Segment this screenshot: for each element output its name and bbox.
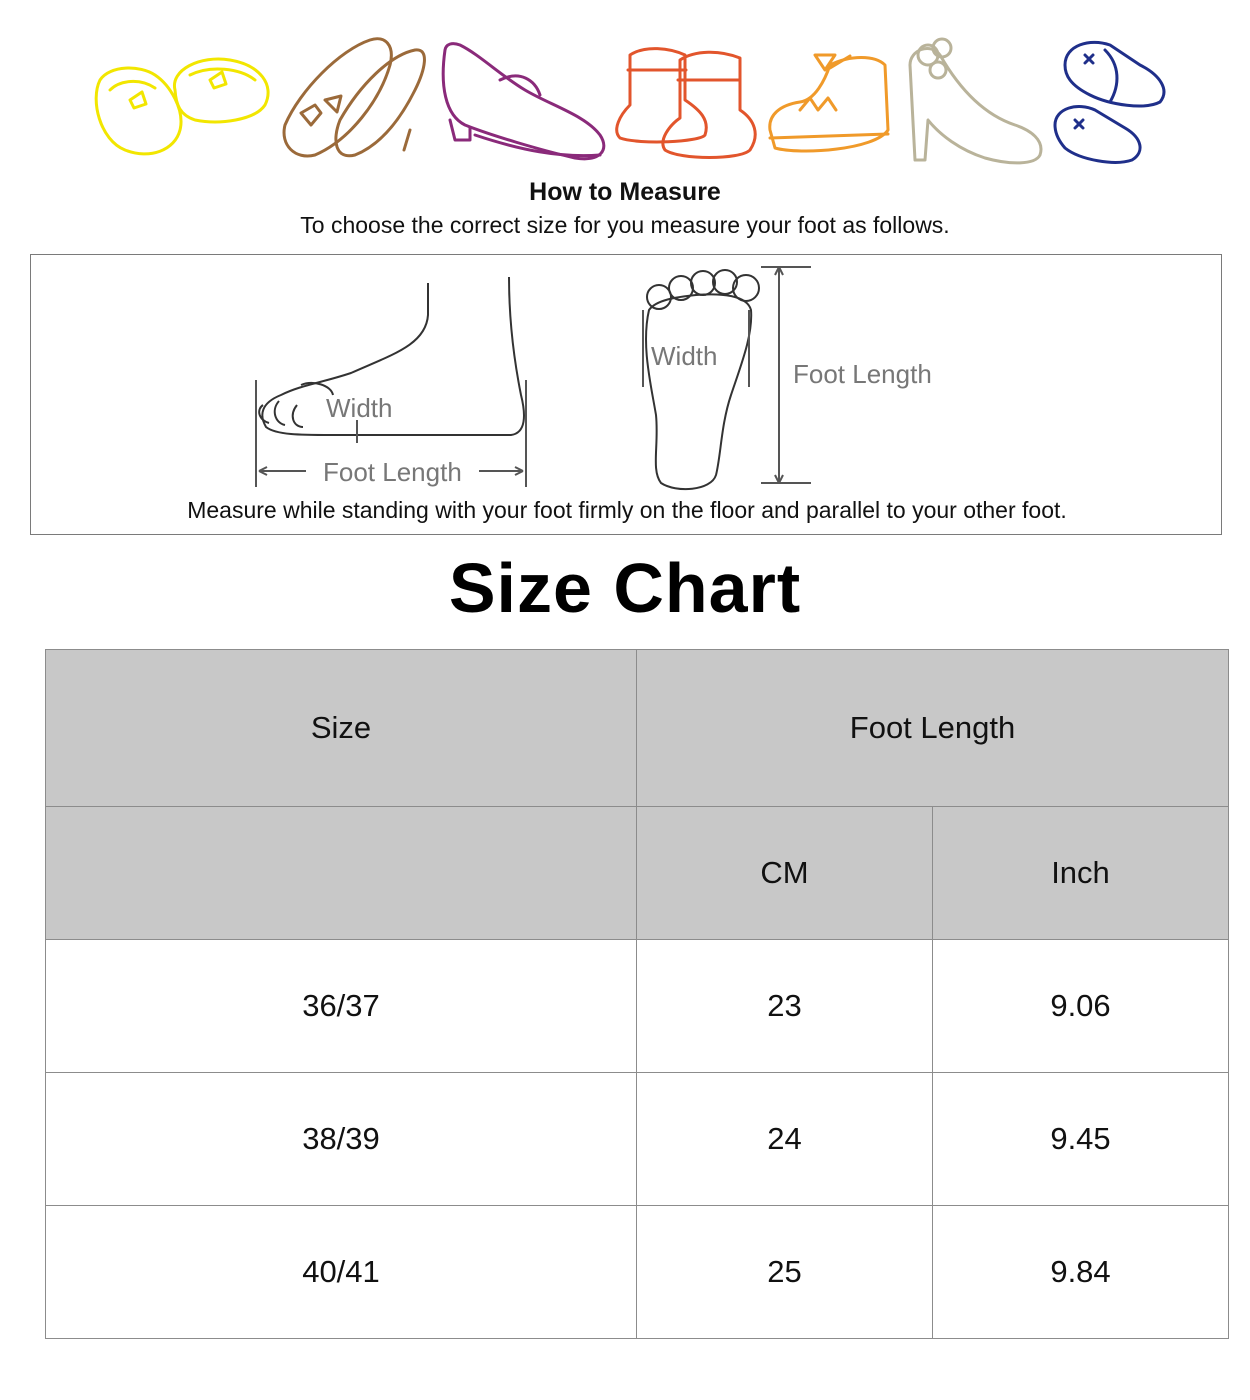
header-size: Size [46,650,637,807]
table-row [46,1073,1229,1206]
boots-icon [617,49,755,158]
top-length-label: Foot Length [793,359,932,389]
how-to-measure-title: How to Measure [529,178,721,206]
inch-cell: 9.06 [933,940,1229,1073]
size-cell: 40/41 [46,1206,637,1339]
header-inch: Inch [933,807,1229,940]
measure-diagram [30,254,1222,535]
inch-cell: 9.84 [933,1206,1229,1339]
size-chart-table [45,649,1229,1339]
shoe-illustrations [80,10,1180,180]
loafer-icon [443,44,604,159]
flats-bow-icon [284,39,424,156]
table-row [46,940,1229,1073]
side-width-label: Width [326,393,393,423]
slippers-icon [1055,42,1164,162]
baby-sandals-icon [96,59,268,154]
header-row-1 [46,650,1229,807]
cm-cell: 24 [637,1073,933,1206]
measure-note: Measure while standing with your foot firmly on the floor and parallel to your other foot. [187,497,1067,523]
header-foot-length: Foot Length [637,650,1229,807]
header-cm: CM [637,807,933,940]
size-chart-title: Size Chart [448,549,802,627]
foot-diagram [31,255,1223,536]
side-length-label: Foot Length [323,457,462,487]
top-width-label: Width [651,341,718,371]
high-heel-icon [910,39,1041,163]
header-size-empty [46,807,637,940]
size-cell: 38/39 [46,1073,637,1206]
table-row [46,1206,1229,1339]
how-to-measure-subtitle: To choose the correct size for you measure your foot as follows. [300,212,950,238]
size-cell: 36/37 [46,940,637,1073]
top-foot-outline [646,270,759,489]
cm-cell: 23 [637,940,933,1073]
cm-cell: 25 [637,1206,933,1339]
inch-cell: 9.45 [933,1073,1229,1206]
sneaker-icon [770,55,888,151]
header-row-2 [46,807,1229,940]
